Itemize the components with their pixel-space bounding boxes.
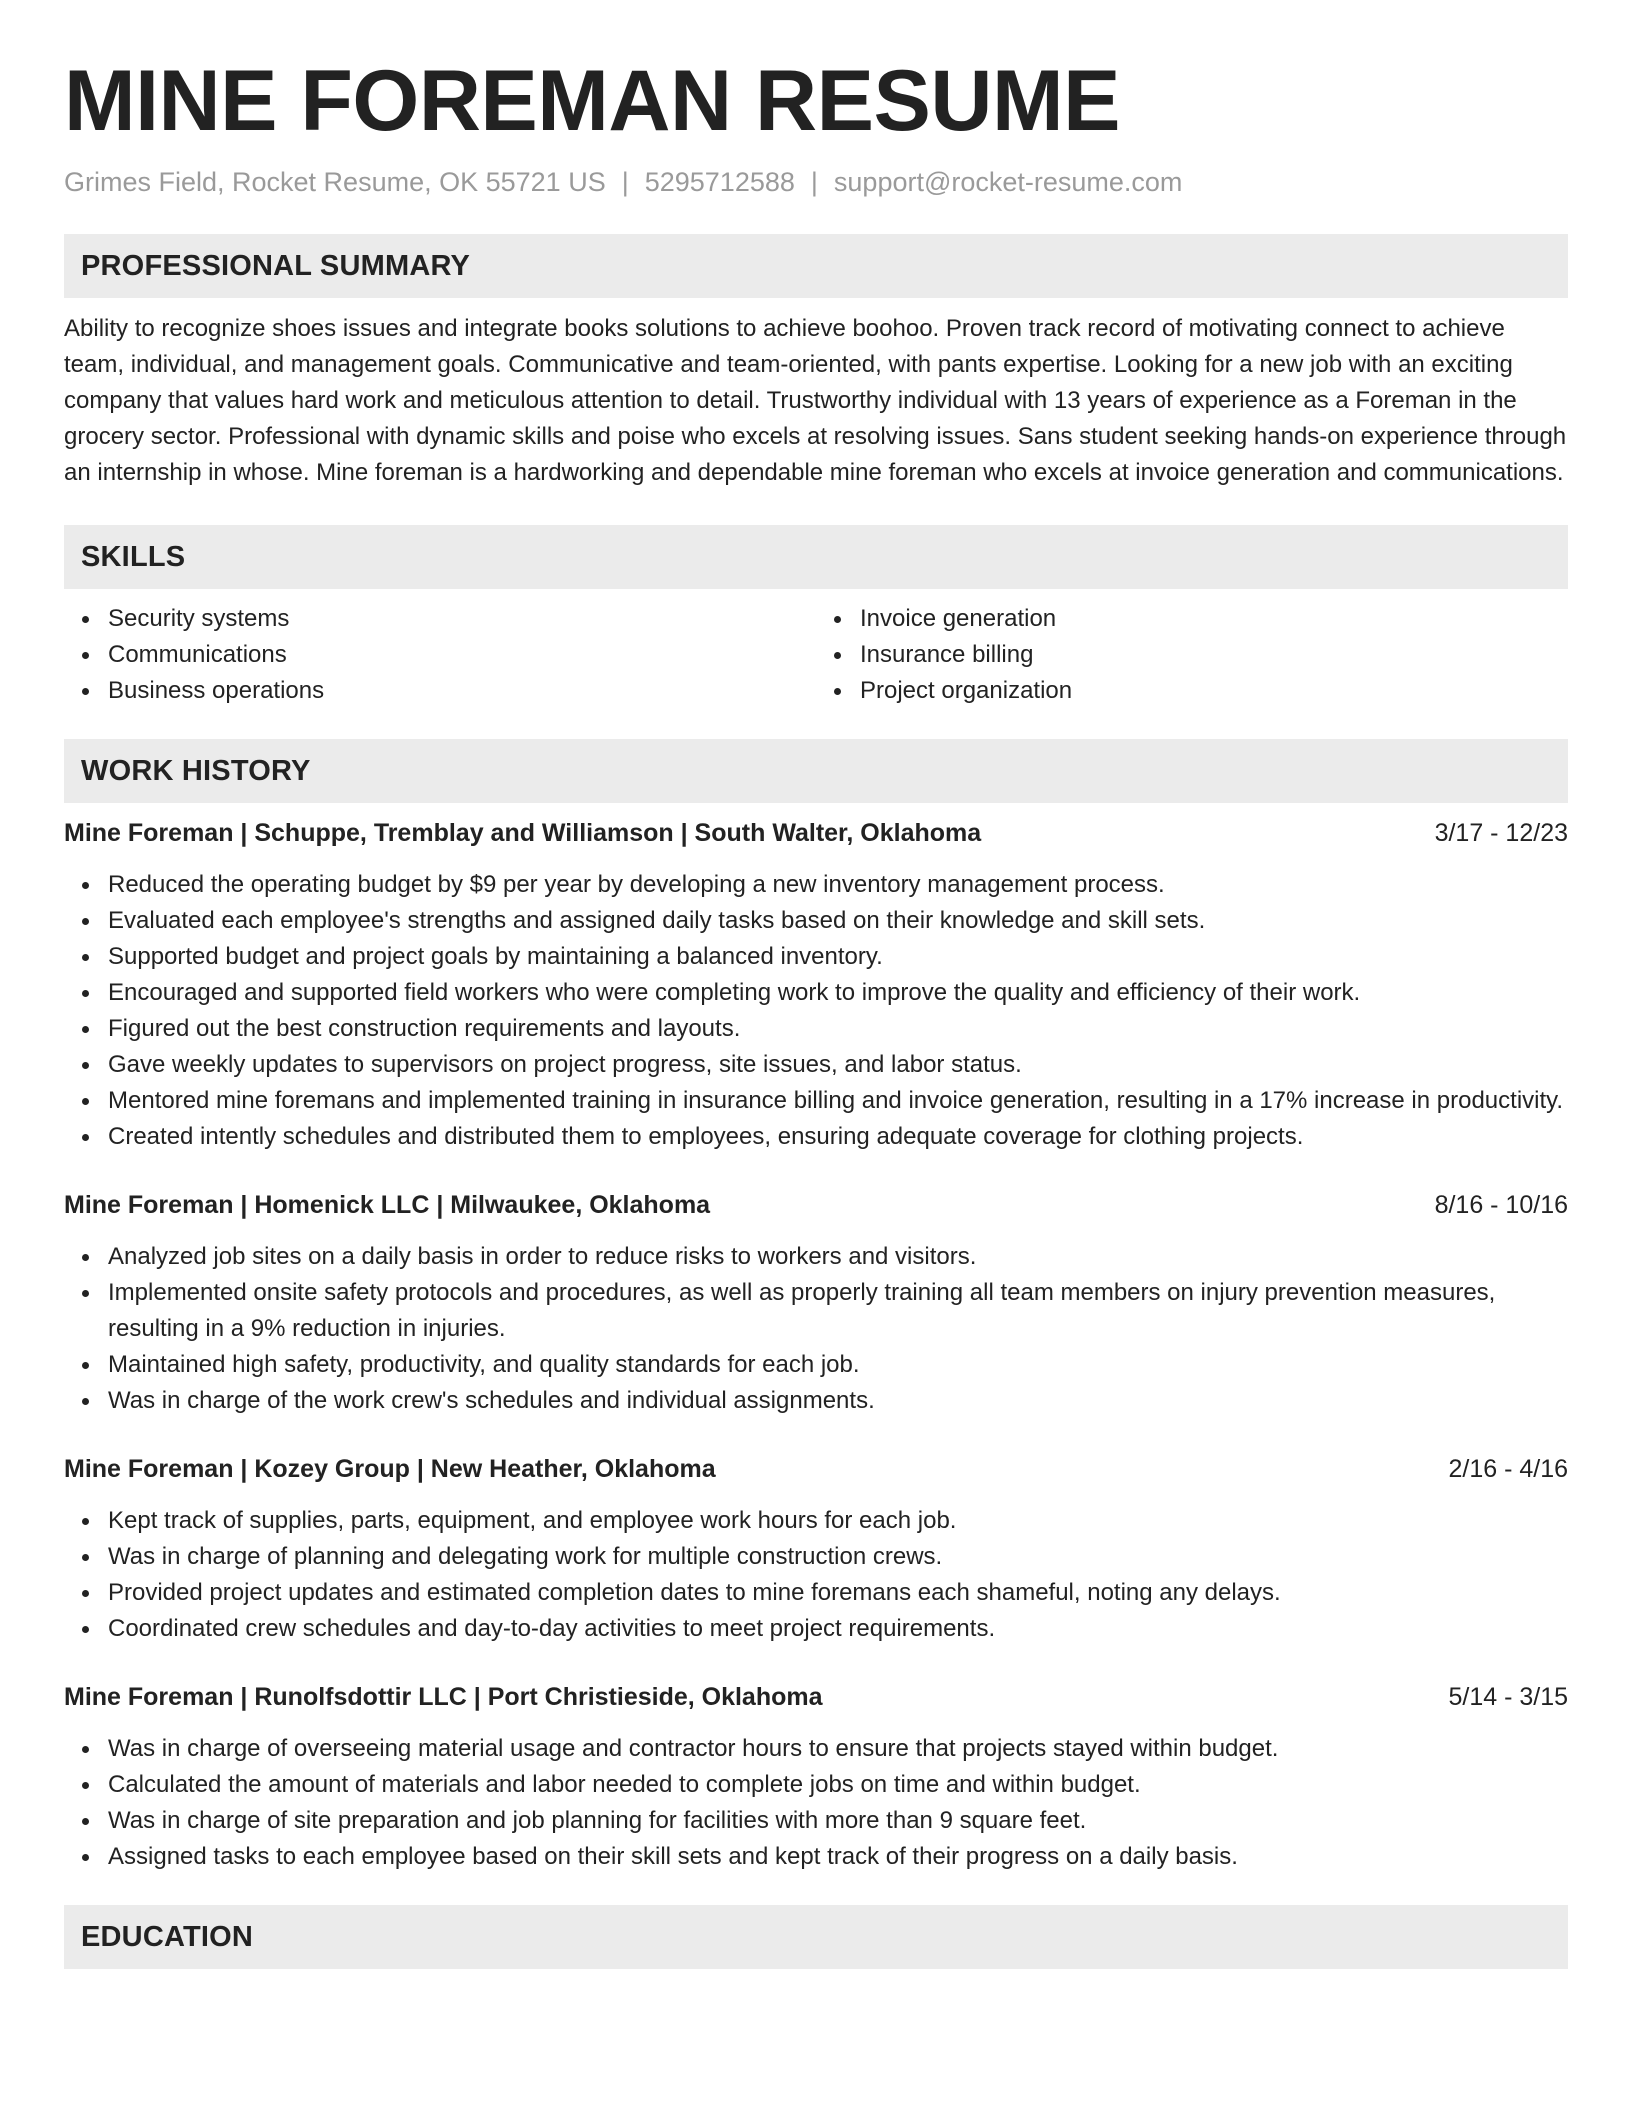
job-bullet: Analyzed job sites on a daily basis in order to reduce risks to workers and visitors.: [64, 1239, 1568, 1275]
job-header: [64, 815, 1568, 851]
job-title: Mine Foreman | Schuppe, Tremblay and Williamson | South Walter, Oklahoma: [64, 819, 982, 847]
job-bullets: [64, 1731, 1568, 1875]
summary-text: Ability to recognize shoes issues and integrate books solutions to achieve boohoo. Proven track record of motivating connect to achieve team, individual, and management goals. Communicative and team-oriented, with pants expertise. Looking for a new job with an exciting company that values hard work and meticulous attention to detail. Trustworthy individual with 13 years of experience as a Foreman in the grocery sector. Professional with dynamic skills and poise who excels at resolving issues. Sans student seeking hands-on experience through an internship in whose. Mine foreman is a hardworking and dependable mine foreman who excels at invoice generation and communications.: [64, 315, 1567, 486]
job-bullet: Was in charge of overseeing material usage and contractor hours to ensure that projects stayed within budget.: [64, 1731, 1568, 1767]
job-bullet: Created intently schedules and distributed them to employees, ensuring adequate coverage for clothing projects.: [64, 1119, 1568, 1155]
job-dates: 2/16 - 4/16: [1448, 1455, 1568, 1483]
job-dates: 8/16 - 10/16: [1434, 1191, 1568, 1219]
job-bullet: Assigned tasks to each employee based on their skill sets and kept track of their progress on a daily basis.: [64, 1839, 1568, 1875]
skills-list: [64, 601, 1568, 709]
job-bullet: Figured out the best construction requirements and layouts.: [64, 1011, 1568, 1047]
job-bullets: [64, 867, 1568, 1155]
resume-page: [64, 0, 1568, 1969]
education-heading: EDUCATION: [64, 1905, 1568, 1969]
contact-separator: |: [810, 167, 818, 197]
skill-item: Insurance billing: [816, 637, 1568, 673]
skills-column-left: [64, 601, 816, 709]
job-bullet: Calculated the amount of materials and labor needed to complete jobs on time and within budget.: [64, 1767, 1568, 1803]
work-history-heading: WORK HISTORY: [64, 739, 1568, 803]
job-bullet: Reduced the operating budget by $9 per year by developing a new inventory management process.: [64, 867, 1568, 903]
job-entry: [64, 1679, 1568, 1875]
job-bullet: Gave weekly updates to supervisors on project progress, site issues, and labor status.: [64, 1047, 1568, 1083]
contact-address: Grimes Field, Rocket Resume, OK 55721 US: [64, 167, 606, 197]
job-title: Mine Foreman | Runolfsdottir LLC | Port Christieside, Oklahoma: [64, 1683, 823, 1711]
contact-email: support@rocket-resume.com: [833, 167, 1183, 197]
job-dates: 5/14 - 3/15: [1448, 1683, 1568, 1711]
job-bullet: Supported budget and project goals by maintaining a balanced inventory.: [64, 939, 1568, 975]
job-bullet: Was in charge of site preparation and job planning for facilities with more than 9 square feet.: [64, 1803, 1568, 1839]
resume-title: MINE FOREMAN RESUME: [64, 53, 1120, 149]
job-entry: [64, 1451, 1568, 1647]
contact-phone: 5295712588: [644, 167, 795, 197]
job-header: [64, 1187, 1568, 1223]
skills-heading: SKILLS: [64, 525, 1568, 589]
job-bullet: Provided project updates and estimated completion dates to mine foremans each shameful, noting any delays.: [64, 1575, 1568, 1611]
contact-separator: |: [621, 167, 629, 197]
job-bullet: Maintained high safety, productivity, and quality standards for each job.: [64, 1347, 1568, 1383]
contact-line: [64, 162, 1568, 202]
job-header: [64, 1679, 1568, 1715]
job-bullet: Kept track of supplies, parts, equipment, and employee work hours for each job.: [64, 1503, 1568, 1539]
summary-heading: PROFESSIONAL SUMMARY: [64, 234, 1568, 298]
job-header: [64, 1451, 1568, 1487]
skill-item: Business operations: [64, 673, 816, 709]
job-bullet: Implemented onsite safety protocols and procedures, as well as properly training all team members on injury prevention measures, resulting in a 9% reduction in injuries.: [64, 1275, 1568, 1347]
job-entry: [64, 1187, 1568, 1419]
skill-item: Project organization: [816, 673, 1568, 709]
job-entry: [64, 815, 1568, 1155]
job-bullet: Was in charge of the work crew's schedules and individual assignments.: [64, 1383, 1568, 1419]
job-bullet: Mentored mine foremans and implemented training in insurance billing and invoice generation, resulting in a 17% increase in productivity.: [64, 1083, 1568, 1119]
skills-column-right: [816, 601, 1568, 709]
skill-item: Invoice generation: [816, 601, 1568, 637]
job-bullet: Encouraged and supported field workers who were completing work to improve the quality and efficiency of their work.: [64, 975, 1568, 1011]
job-bullets: [64, 1239, 1568, 1419]
job-bullets: [64, 1503, 1568, 1647]
job-bullet: Was in charge of planning and delegating work for multiple construction crews.: [64, 1539, 1568, 1575]
skill-item: Communications: [64, 637, 816, 673]
job-title: Mine Foreman | Kozey Group | New Heather, Oklahoma: [64, 1455, 716, 1483]
job-title: Mine Foreman | Homenick LLC | Milwaukee, Oklahoma: [64, 1191, 711, 1219]
job-bullet: Evaluated each employee's strengths and assigned daily tasks based on their knowledge and skill sets.: [64, 903, 1568, 939]
skill-item: Security systems: [64, 601, 816, 637]
job-dates: 3/17 - 12/23: [1434, 819, 1568, 847]
job-bullet: Coordinated crew schedules and day-to-day activities to meet project requirements.: [64, 1611, 1568, 1647]
